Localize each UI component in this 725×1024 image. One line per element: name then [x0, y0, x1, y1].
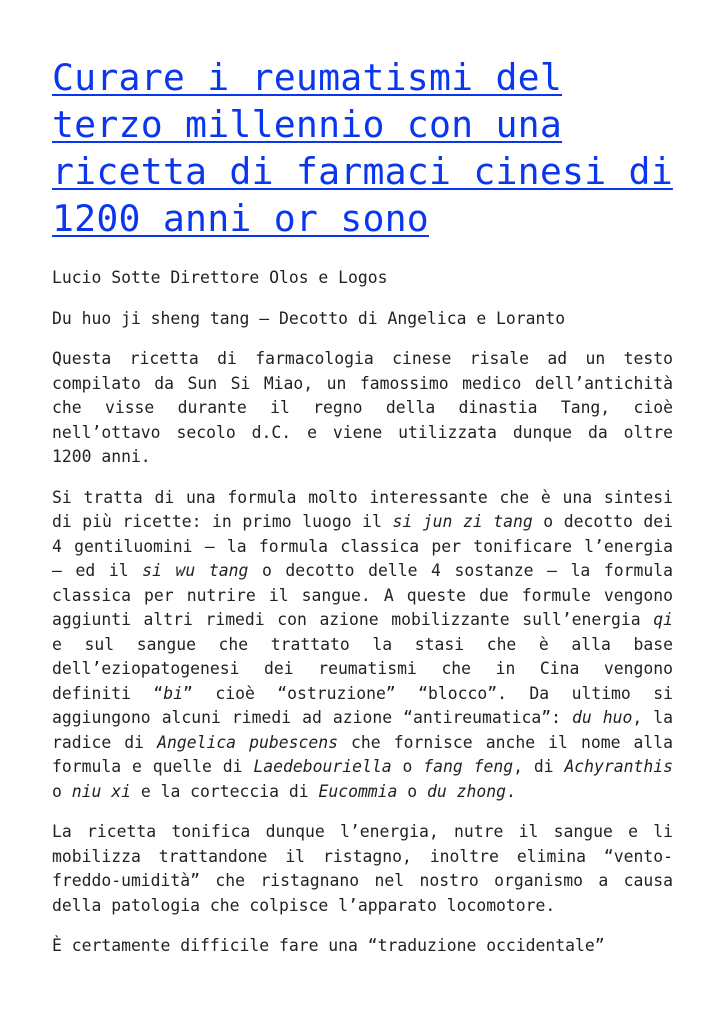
term-du-huo: du huo: [572, 708, 633, 727]
term-angelica-pubescens: Angelica pubescens: [157, 732, 338, 752]
paragraph-origin: Questa ricetta di farmacologia cinese risale ad un testo compilato da Sun Si Miao, un famossimo medico dell’antichità che visse durante il regno della dinastia Tang, cioè nell’ottavo secolo d.C. e viene utilizzata dunque da oltre 1200 anni.: [52, 349, 673, 466]
paragraph-effects: La ricetta tonifica dunque l’energia, nutre il sangue e li mobilizza trattandone il ristagno, inoltre elimina “vento-freddo-umidità” che ristagnano nel nostro organismo a causa della patologia che colpisce l’apparato locomotore.: [52, 822, 673, 915]
text-run: e sul sangue che trattato la stasi che è alla base dell’eziopatogenesi dei reumatismi che in Cina vengono definiti “: [52, 634, 673, 703]
text-run: ” cioè “ostruzione” “blocco”. Da ultimo si aggiungono alcuni rimedi ad azione “antireumatica”:: [52, 683, 673, 727]
text-run: , la radice di: [52, 708, 673, 752]
term-achyranthis: Achyranthis: [564, 757, 673, 776]
term-fang-feng: fang feng: [423, 757, 514, 776]
text-run: o: [391, 757, 424, 776]
article-subtitle: Du huo ji sheng tang – Decotto di Angelica e Loranto: [52, 308, 566, 328]
paragraph-formula: [52, 486, 673, 805]
term-bi: bi: [163, 683, 184, 703]
text-run: che fornisce anche il nome alla formula e quelle di: [52, 732, 673, 776]
text-run: .: [505, 781, 516, 801]
term-eucommia: Eucommia: [318, 781, 398, 801]
text-run: o: [52, 781, 72, 801]
article-author: Lucio Sotte Direttore Olos e Logos: [52, 268, 388, 287]
article-title-link[interactable]: Curare i reumatismi del terzo millennio con una ricetta di farmaci cinesi di 1200 anni or sono: [52, 56, 673, 240]
text-run: o decotto delle 4 sostanze – la formula classica per nutrire il sangue. A queste due formule vengono aggiunti altri rimedi con azione mobilizzante sull’energia: [52, 561, 673, 629]
term-si-jun-zi-tang: si jun zi tang: [392, 512, 533, 531]
text-run: e la corteccia di: [130, 781, 319, 801]
term-laedebouriella: Laedebouriella: [253, 757, 392, 776]
text-run: o: [397, 781, 428, 801]
term-qi: qi: [653, 610, 673, 629]
term-si-wu-tang: si wu tang: [142, 561, 249, 580]
paragraph-translation: È certamente difficile fare una “traduzione occidentale”: [52, 936, 605, 955]
text-run: , di: [513, 757, 565, 776]
term-niu-xi: niu xi: [71, 781, 131, 801]
text-run: Si tratta di una formula molto interessante che è una sintesi di più ricette: in primo luogo il: [52, 487, 673, 531]
article-title: [52, 54, 673, 242]
term-du-zhong: du zhong: [427, 781, 506, 801]
text-run: o decotto dei 4 gentiluomini – la formula classica per tonificare l’energia – ed il: [52, 512, 674, 580]
